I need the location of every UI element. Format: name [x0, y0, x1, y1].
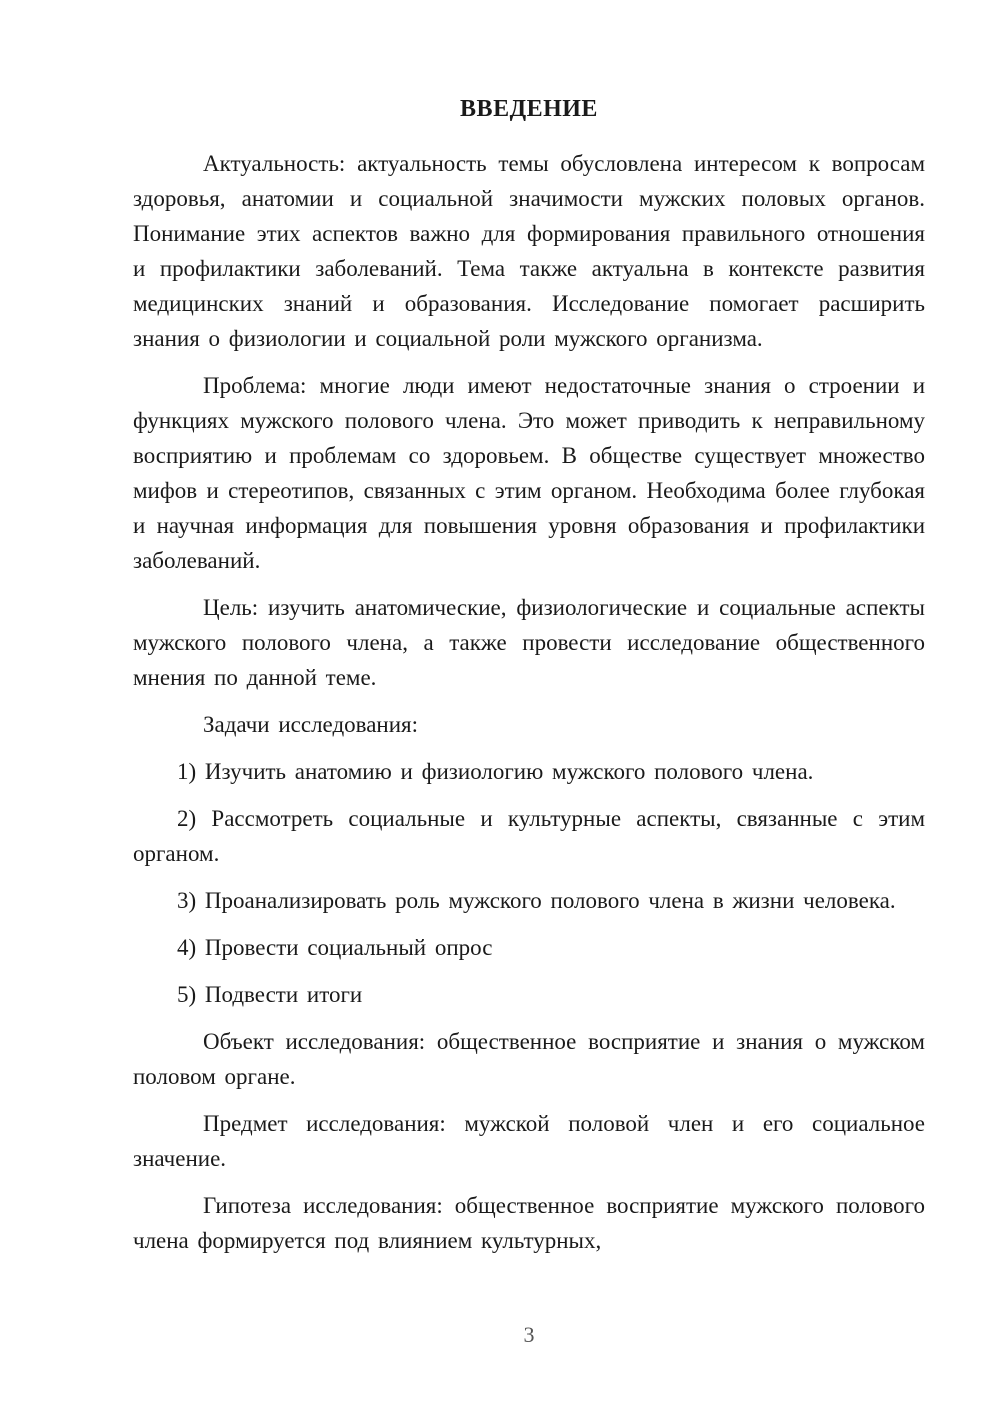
paragraph-relevance: Актуальность: актуальность темы обусловлена интересом к вопросам здоровья, анатомии и социальной значимости мужских половых органов. Понимание этих аспектов важно для формирования правильного отношения и профилактики заболеваний. Тема также актуальна в контексте развития медицинских знаний и образования. Исследование помогает расширить знания о физиологии и социальной роли мужского организма. — [133, 151, 925, 351]
page-number: 3 — [523, 1322, 535, 1347]
paragraph-hypothesis: Гипотеза исследования: общественное восприятие мужского полового члена формируется под влиянием культурных, — [133, 1193, 925, 1253]
task-item-1: 1) Изучить анатомию и физиологию мужского полового члена. — [177, 759, 814, 784]
section-title: ВВЕДЕНИЕ — [460, 96, 598, 122]
tasks-heading: Задачи исследования: — [203, 712, 419, 737]
paragraph-problem: Проблема: многие люди имеют недостаточные знания о строении и функциях мужского полового члена. Это может приводить к неправильному восприятию и проблемам со здоровьем. В обществе существует множество мифов и стереотипов, связанных с этим органом. Необходима более глубокая и научная информация для повышения уровня образования и профилактики заболеваний. — [133, 373, 925, 573]
paragraph-goal: Цель: изучить анатомические, физиологические и социальные аспекты мужского полового члена, а также провести исследование общественного мнения по данной теме. — [133, 595, 925, 690]
task-item-4: 4) Провести социальный опрос — [177, 935, 493, 960]
task-item-2: 2) Рассмотреть социальные и культурные аспекты, связанные с этим органом. — [133, 806, 925, 866]
paragraph-subject: Предмет исследования: мужской половой член и его социальное значение. — [133, 1111, 925, 1171]
paragraph-object: Объект исследования: общественное восприятие и знания о мужском половом органе. — [133, 1029, 925, 1089]
task-item-3: 3) Проанализировать роль мужского полового члена в жизни человека. — [177, 888, 896, 913]
task-item-5: 5) Подвести итоги — [177, 982, 363, 1007]
document-body — [133, 94, 925, 1270]
